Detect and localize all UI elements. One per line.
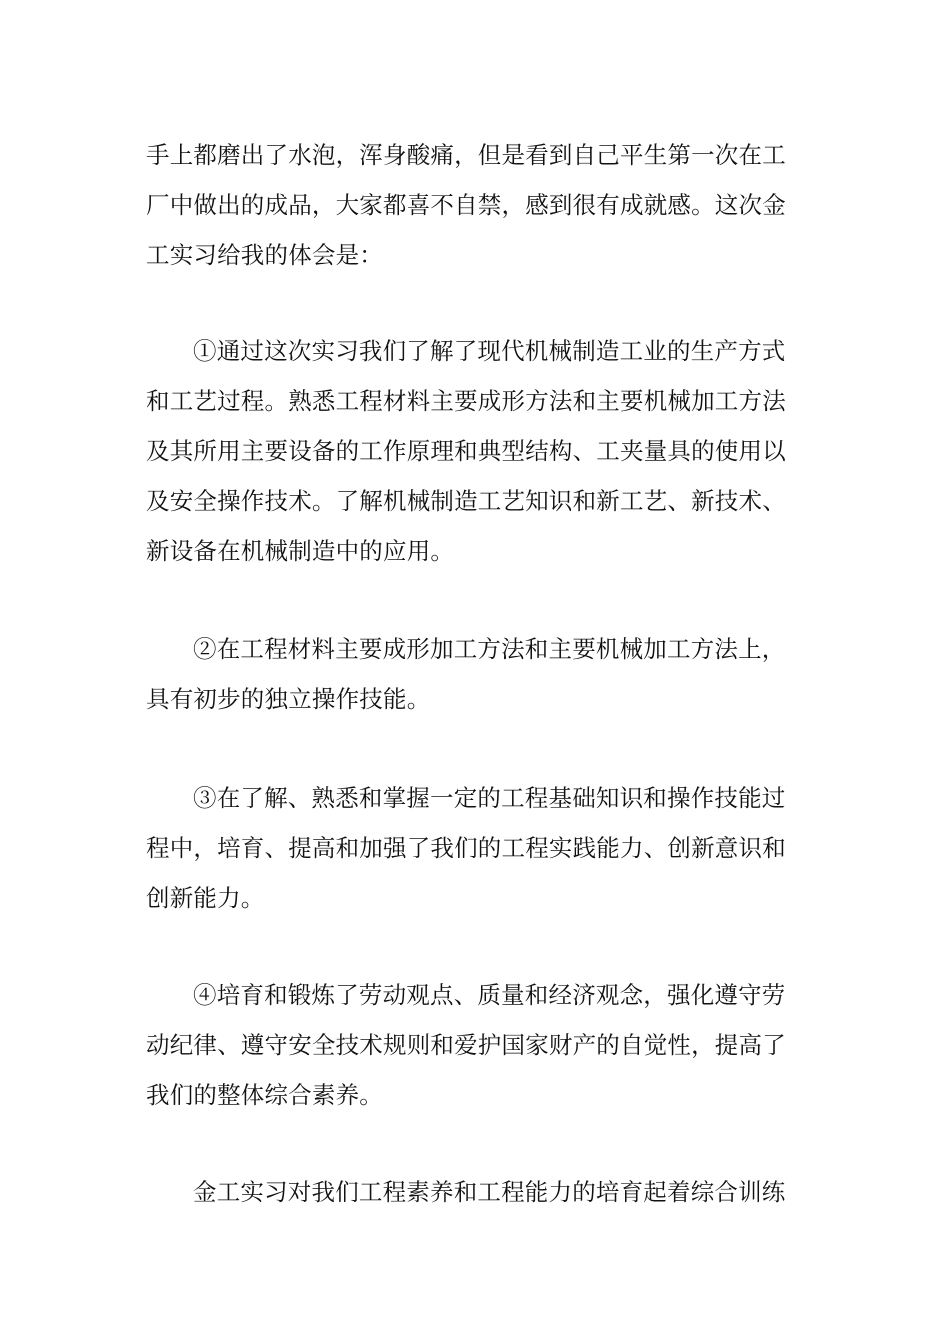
- text-line: 手上都磨出了水泡，浑身酸痛，但是看到自己平生第一次在工: [146, 141, 786, 169]
- text-line: 及安全操作技术。了解机械制造工艺知识和新工艺、新技术、: [146, 487, 786, 515]
- text-line: 新设备在机械制造中的应用。: [146, 537, 455, 565]
- text-line: 工实习给我的体会是：: [146, 241, 383, 269]
- text-line: 及其所用主要设备的工作原理和典型结构、工夹量具的使用以: [146, 437, 786, 465]
- text-line: 动纪律、遵守安全技术规则和爱护国家财产的自觉性，提高了: [146, 1031, 786, 1059]
- text-line: 我们的整体综合素养。: [146, 1081, 383, 1109]
- text-line: 具有初步的独立操作技能。: [146, 685, 431, 713]
- text-line: 金工实习对我们工程素养和工程能力的培育起着综合训练: [193, 1178, 786, 1206]
- paragraph-continuation: [146, 130, 811, 280]
- text-line: ④培育和锻炼了劳动观点、质量和经济观念，强化遵守劳: [193, 981, 786, 1009]
- paragraph-item-3: [146, 773, 811, 923]
- text-line: 厂中做出的成品，大家都喜不自禁，感到很有成就感。这次金: [146, 191, 786, 219]
- text-line: 创新能力。: [146, 884, 265, 912]
- paragraph-item-4: [146, 970, 811, 1120]
- text-line: ①通过这次实习我们了解了现代机械制造工业的生产方式: [193, 337, 786, 365]
- text-line: ③在了解、熟悉和掌握一定的工程基础知识和操作技能过: [193, 784, 786, 812]
- text-line: 和工艺过程。熟悉工程材料主要成形方法和主要机械加工方法: [146, 387, 786, 415]
- paragraph-item-2: [146, 624, 811, 724]
- text-line: 程中，培育、提高和加强了我们的工程实践能力、创新意识和: [146, 834, 786, 862]
- paragraph-item-1: [146, 326, 811, 576]
- text-line: ②在工程材料主要成形加工方法和主要机械加工方法上，: [193, 635, 786, 663]
- paragraph-summary: [146, 1167, 811, 1217]
